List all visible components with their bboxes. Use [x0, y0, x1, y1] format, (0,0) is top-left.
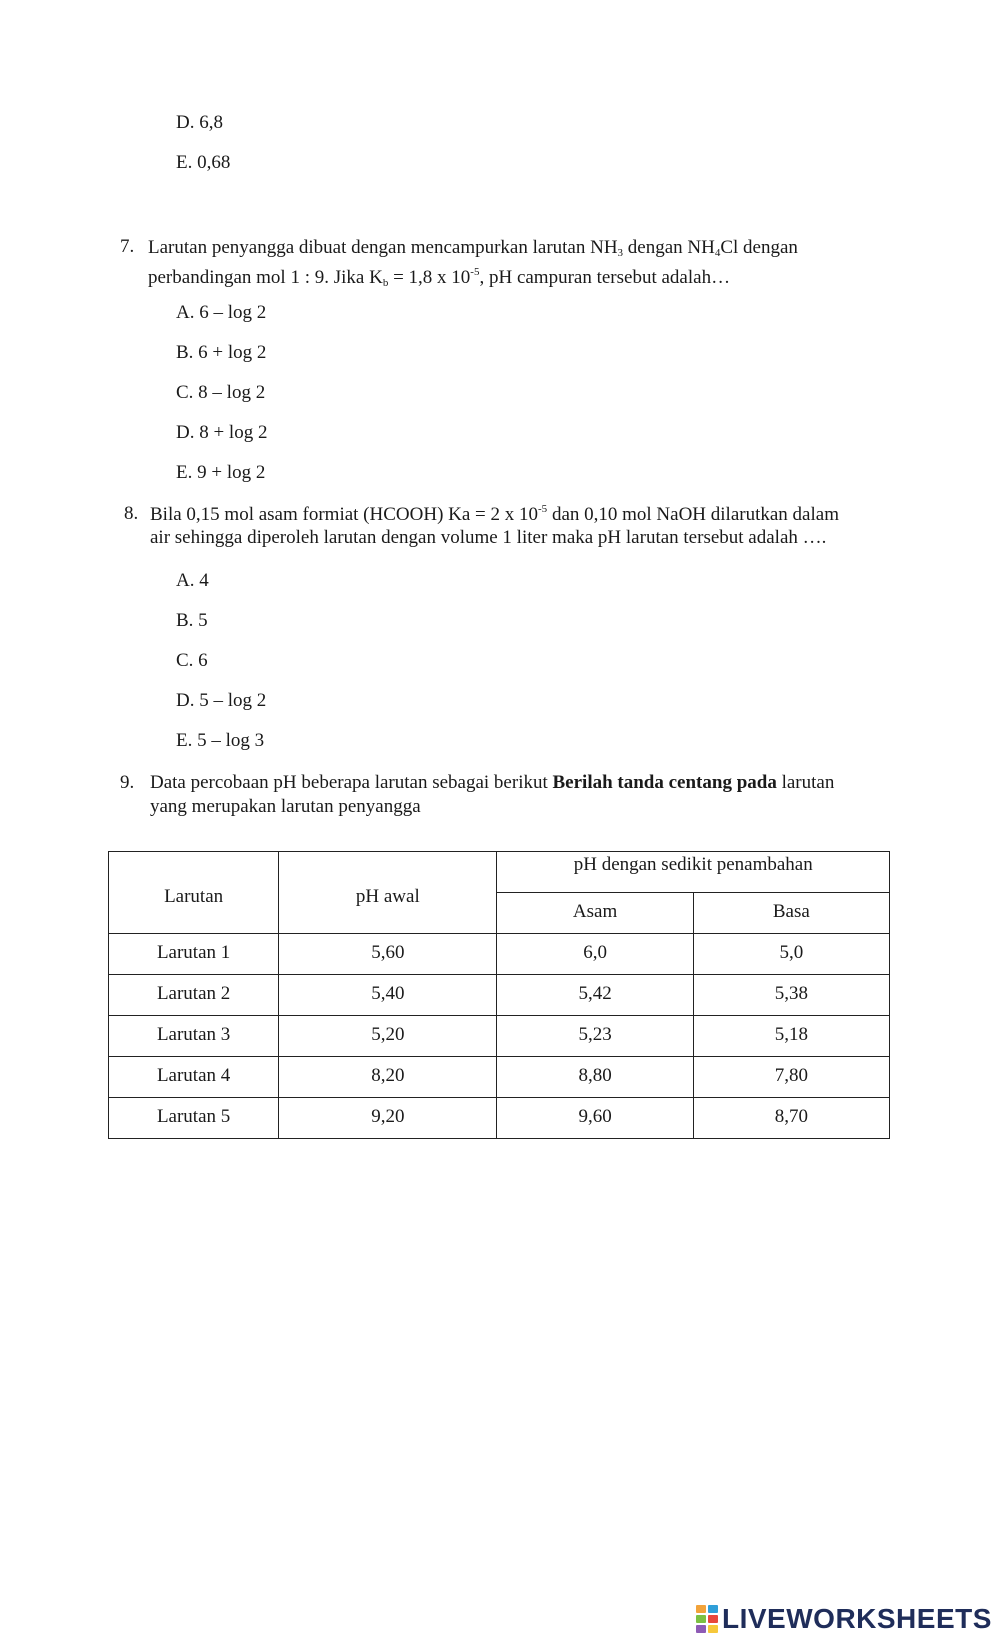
- cell-basa: 8,70: [693, 1098, 889, 1139]
- q6-option-e: E. 0,68: [176, 152, 231, 173]
- cell-larutan: Larutan 3: [109, 1016, 279, 1057]
- liveworksheets-logo[interactable]: [696, 1603, 992, 1635]
- q6-option-d: D. 6,8: [176, 112, 223, 133]
- q8-option-b: B. 5: [176, 610, 208, 631]
- q8-text-line1: Bila 0,15 mol asam formiat (HCOOH) Ka = 2 x $10^{-5}$ dan 0,10 mol NaOH dilarutkan dalam: [150, 503, 839, 525]
- header-asam: Asam: [497, 893, 693, 934]
- q7-text-line2: perbandingan mol 1 : 9. Jika $K_b = 1,8$ x $10^{-5}$, pH campuran tersebut adalah…: [148, 266, 731, 289]
- q8-number: 8.: [124, 503, 139, 524]
- cell-asam: 9,60: [497, 1098, 693, 1139]
- table-row: [109, 934, 890, 975]
- cell-basa: 5,0: [693, 934, 889, 975]
- header-larutan: Larutan: [109, 852, 279, 934]
- q7-number: 7.: [120, 236, 135, 257]
- q7-text-line1: Larutan penyangga dibuat dengan mencampurkan larutan $NH_3$ dengan $NH_4Cl$ dengan: [148, 237, 798, 259]
- q9-number: 9.: [120, 772, 135, 793]
- q8-option-a: A. 4: [176, 570, 209, 591]
- cell-basa: 7,80: [693, 1057, 889, 1098]
- ph-data-table: [108, 851, 890, 1139]
- cell-ph-awal: 9,20: [279, 1098, 497, 1139]
- cell-larutan: Larutan 2: [109, 975, 279, 1016]
- cell-asam: 5,23: [497, 1016, 693, 1057]
- table-row: [109, 975, 890, 1016]
- table-row: [109, 1098, 890, 1139]
- header-ph-penambahan: pH dengan sedikit penambahan: [497, 852, 890, 893]
- cell-asam: 5,42: [497, 975, 693, 1016]
- q9-text-line1: Data percobaan pH beberapa larutan sebagai berikut Berilah tanda centang pada larutan: [150, 772, 835, 793]
- q8-option-c: C. 6: [176, 650, 208, 671]
- q7-option-c: C. 8 – log 2: [176, 382, 266, 403]
- cell-larutan: Larutan 5: [109, 1098, 279, 1139]
- q7-option-b: B. 6 + log 2: [176, 342, 267, 363]
- cell-asam: 6,0: [497, 934, 693, 975]
- table-row: [109, 1016, 890, 1057]
- cell-ph-awal: 8,20: [279, 1057, 497, 1098]
- brand-name: LIVEWORKSHEETS: [722, 1603, 992, 1634]
- header-basa: Basa: [693, 893, 889, 934]
- q7-option-e: E. 9 + log 2: [176, 462, 266, 483]
- q8-option-e: E. 5 – log 3: [176, 730, 265, 751]
- cell-basa: 5,18: [693, 1016, 889, 1057]
- cell-ph-awal: 5,40: [279, 975, 497, 1016]
- cell-larutan: Larutan 1: [109, 934, 279, 975]
- cell-ph-awal: 5,60: [279, 934, 497, 975]
- cell-asam: 8,80: [497, 1057, 693, 1098]
- q8-option-d: D. 5 – log 2: [176, 690, 267, 711]
- cell-ph-awal: 5,20: [279, 1016, 497, 1057]
- q7-option-a: A. 6 – log 2: [176, 302, 267, 323]
- q8-text-line2: air sehingga diperoleh larutan dengan volume 1 liter maka pH larutan tersebut adalah ….: [150, 527, 827, 548]
- table-row: [109, 1057, 890, 1098]
- header-ph-awal: pH awal: [279, 852, 497, 934]
- cell-basa: 5,38: [693, 975, 889, 1016]
- cell-larutan: Larutan 4: [109, 1057, 279, 1098]
- q9-text-line2: yang merupakan larutan penyangga: [150, 796, 421, 817]
- logo-grid-icon: [696, 1605, 718, 1633]
- q7-option-d: D. 8 + log 2: [176, 422, 268, 443]
